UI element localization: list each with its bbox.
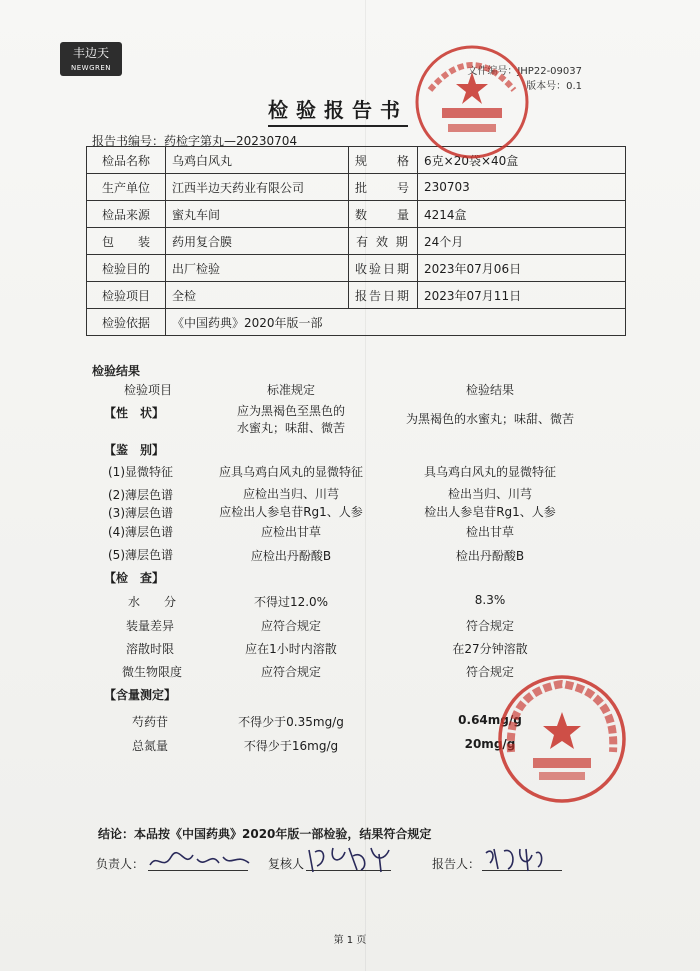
purpose-label: 检验目的 xyxy=(87,255,166,282)
id1-item: (1)显微特征 xyxy=(108,465,173,479)
dissolution-item: 溶散时限 xyxy=(126,642,175,656)
character-standard-line1: 应为黑褐色至黑色的 xyxy=(236,404,345,418)
water-result: 8.3% xyxy=(474,593,506,607)
section-character: 【性 状】 xyxy=(104,406,165,420)
company-seal-stamp xyxy=(495,672,630,807)
report-date-value: 2023年07月11日 xyxy=(418,282,626,309)
table-row xyxy=(87,282,626,309)
company-logo xyxy=(60,42,122,76)
microbial-standard: 应符合规定 xyxy=(260,665,321,679)
results-heading: 检验结果 xyxy=(92,364,141,378)
report-title: 检验报告书 xyxy=(268,94,408,127)
source-label: 检品来源 xyxy=(87,201,166,228)
quality-dept-stamp xyxy=(412,42,532,162)
report-number: 报告书编号：药检字第丸—20230704 xyxy=(92,134,298,148)
character-standard-line2: 水蜜丸；味甜、微苦 xyxy=(236,421,345,435)
load-difference-result: 符合规定 xyxy=(465,619,514,633)
validity-label: 有 效 期 xyxy=(349,228,418,255)
id1-result: 具乌鸡白风丸的显微特征 xyxy=(423,465,556,479)
section-check: 【检 查】 xyxy=(104,571,165,585)
received-date-value: 2023年07月06日 xyxy=(418,255,626,282)
column-header-standard: 标准规定 xyxy=(266,383,315,397)
microbial-item: 微生物限度 xyxy=(122,665,183,679)
character-result: 为黑褐色的水蜜丸；味甜、微苦 xyxy=(405,412,574,426)
column-header-item: 检验项目 xyxy=(124,383,173,397)
purpose-value: 出厂检验 xyxy=(166,255,349,282)
nitrogen-standard: 不得少于16mg/g xyxy=(243,739,339,753)
water-item: 水 分 xyxy=(128,595,177,609)
conclusion: 结论：本品按《中国药典》2020年版一部检验，结果符合规定 xyxy=(98,827,432,841)
reporter-signature xyxy=(480,843,550,875)
nitrogen-result: 20mg/g xyxy=(464,737,516,751)
responsible-signature xyxy=(145,845,255,875)
nitrogen-item: 总氮量 xyxy=(132,739,169,753)
table-row xyxy=(87,309,626,336)
basis-label: 检验依据 xyxy=(87,309,166,336)
section-content: 【含量测定】 xyxy=(104,688,177,702)
spec-label: 规 格 xyxy=(349,147,418,174)
basis-value: 《中国药典》2020年版一部 xyxy=(166,309,626,336)
package-value: 药用复合膜 xyxy=(166,228,349,255)
items-value: 全检 xyxy=(166,282,349,309)
reviewer-label: 复核人 xyxy=(268,857,305,871)
table-row xyxy=(87,228,626,255)
id2-result: 检出当归、川芎 xyxy=(447,487,532,501)
responsible-label: 负责人： xyxy=(96,857,145,871)
id3-item: (3)薄层色谱 xyxy=(108,506,173,520)
id4-result: 检出甘草 xyxy=(465,525,514,539)
id2-standard: 应检出当归、川芎 xyxy=(242,487,339,501)
load-difference-item: 装量差异 xyxy=(126,619,175,633)
id4-standard: 应检出甘草 xyxy=(260,525,321,539)
manufacturer-value: 江西半边天药业有限公司 xyxy=(166,174,349,201)
page-number: 第 1 页 xyxy=(333,935,367,946)
spec-value: 6克×20袋×40盒 xyxy=(418,147,626,174)
reporter-label: 报告人： xyxy=(432,857,481,871)
id3-result: 检出人参皂苷Rg1、人参 xyxy=(424,505,556,519)
load-difference-standard: 应符合规定 xyxy=(260,619,321,633)
paeoniflorin-result: 0.64mg/g xyxy=(458,713,522,727)
product-name: 乌鸡白风丸 xyxy=(166,147,349,174)
version-number: 版本号：0.1 xyxy=(526,81,582,92)
dissolution-result: 在27分钟溶散 xyxy=(452,642,528,656)
info-table xyxy=(86,146,626,336)
paeoniflorin-standard: 不得少于0.35mg/g xyxy=(238,715,344,729)
microbial-result: 符合规定 xyxy=(465,665,514,679)
quantity-label: 数 量 xyxy=(349,201,418,228)
reviewer-signature xyxy=(305,842,395,876)
id5-standard: 应检出丹酚酸B xyxy=(250,549,332,563)
items-label: 检验项目 xyxy=(87,282,166,309)
id5-result: 检出丹酚酸B xyxy=(455,549,525,563)
source-value: 蜜丸车间 xyxy=(166,201,349,228)
table-row xyxy=(87,147,626,174)
manufacturer-label: 生产单位 xyxy=(87,174,166,201)
section-identification: 【鉴 别】 xyxy=(104,443,165,457)
file-number: 文件编号：JHP22-09037 xyxy=(467,66,582,77)
column-header-result: 检验结果 xyxy=(465,383,514,397)
id3-standard: 应检出人参皂苷Rg1、人参 xyxy=(219,505,363,519)
received-date-label: 收验日期 xyxy=(349,255,418,282)
validity-value: 24个月 xyxy=(418,228,626,255)
logo-text: 丰边天 xyxy=(72,46,109,60)
table-row xyxy=(87,174,626,201)
id5-item: (5)薄层色谱 xyxy=(108,548,173,562)
report-date-label: 报告日期 xyxy=(349,282,418,309)
quantity-value: 4214盒 xyxy=(418,201,626,228)
batch-label: 批 号 xyxy=(349,174,418,201)
logo-subtext: NEWGREN xyxy=(70,64,112,72)
batch-value: 230703 xyxy=(418,174,626,201)
package-label: 包 装 xyxy=(87,228,166,255)
id1-standard: 应具乌鸡白风丸的显微特征 xyxy=(218,465,363,479)
table-row xyxy=(87,255,626,282)
id2-item: (2)薄层色谱 xyxy=(108,488,173,502)
id4-item: (4)薄层色谱 xyxy=(108,525,173,539)
water-standard: 不得过12.0% xyxy=(253,595,329,609)
dissolution-standard: 应在1小时内溶散 xyxy=(245,642,337,656)
paeoniflorin-item: 芍药苷 xyxy=(132,715,169,729)
table-row xyxy=(87,201,626,228)
product-name-label: 检品名称 xyxy=(87,147,166,174)
